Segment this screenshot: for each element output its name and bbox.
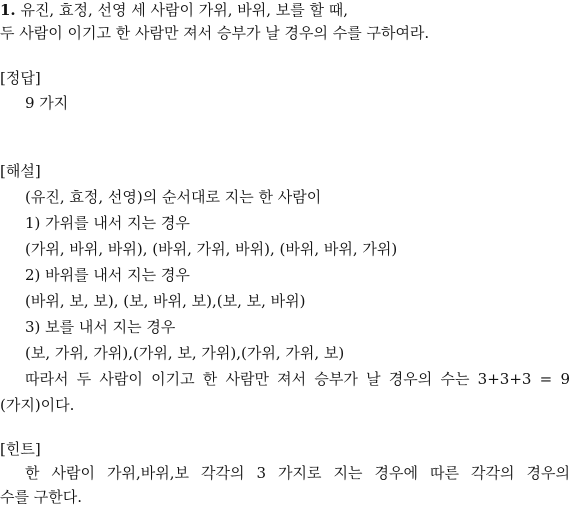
explanation-line: (보, 가위, 가위),(가위, 보, 가위),(가위, 가위, 보) xyxy=(25,344,345,362)
explanation-line: 3) 보를 내서 지는 경우 xyxy=(25,318,176,336)
question-line-2: 두 사람이 이기고 한 사람만 져서 승부가 날 경우의 수를 구하여라. xyxy=(0,24,430,42)
hint-heading: [힌트] xyxy=(0,440,41,458)
answer-heading: [정답] xyxy=(0,69,41,87)
explanation-line: 2) 바위를 내서 지는 경우 xyxy=(25,266,190,284)
question-number: 1. xyxy=(0,1,16,19)
answer-value: 9 가지 xyxy=(25,94,69,112)
hint-line-2: 수를 구한다. xyxy=(0,488,82,506)
explanation-conclusion-1: 따라서 두 사람이 이기고 한 사람만 져서 승부가 날 경우의 수는 3+3+3 = 9 xyxy=(25,370,570,388)
explanation-line: 1) 가위를 내서 지는 경우 xyxy=(25,214,190,232)
question-line-1 xyxy=(0,0,348,20)
explanation-line: (유진, 효정, 선영)의 순서대로 지는 한 사람이 xyxy=(25,188,322,206)
explanation-line: (바위, 보, 보), (보, 바위, 보),(보, 보, 바위) xyxy=(25,292,306,310)
explanation-conclusion-2: (가지)이다. xyxy=(0,396,75,414)
question-text-1: 유진, 효정, 선영 세 사람이 가위, 바위, 보를 할 때, xyxy=(20,1,349,19)
explanation-heading: [해설] xyxy=(0,162,41,180)
explanation-line: (가위, 바위, 바위), (바위, 가위, 바위), (바위, 바위, 가위) xyxy=(25,240,398,258)
hint-line-1: 한 사람이 가위,바위,보 각각의 3 가지로 지는 경우에 따른 각각의 경우의 xyxy=(25,464,570,482)
